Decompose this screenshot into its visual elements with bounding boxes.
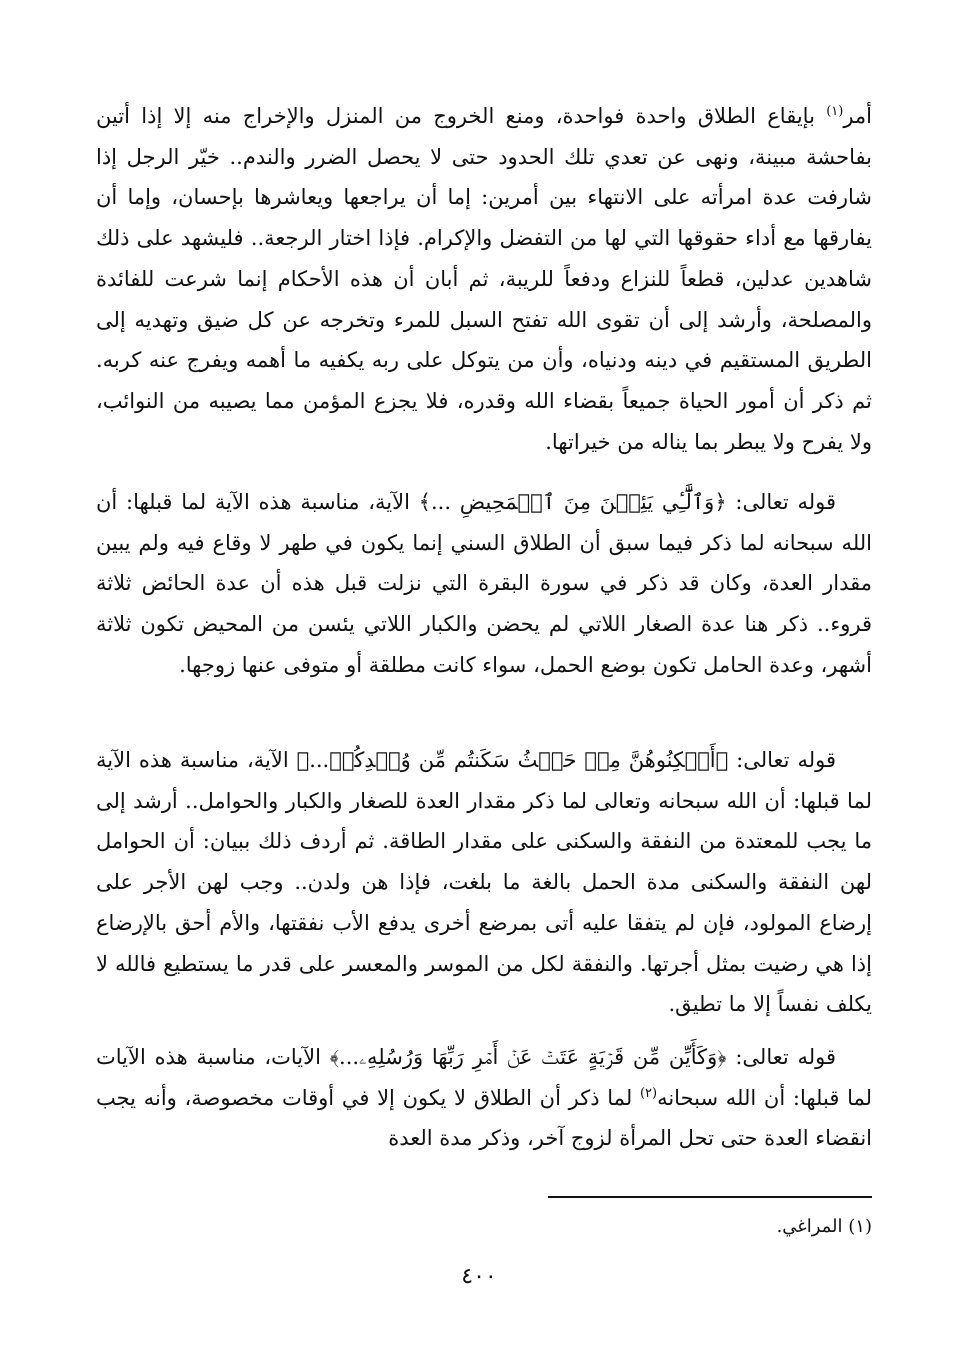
paragraph-1 <box>96 96 872 462</box>
paragraph-4-text: قوله تعالى: ﴿وَكَأَيِّن مِّن قَرۡيَةٍ عَتَتۡ عَنۡ أَمۡرِ رَبِّهَا وَرُسُلِهِۦ...﴾ الآيات، مناسبة هذه الآيات لما قبلها: أن الله سبحانه <box>96 1045 873 1110</box>
paragraph-2 <box>96 482 872 686</box>
footnote-divider <box>548 1196 872 1198</box>
paragraph-1-text-cont: بإيقاع الطلاق واحدة فواحدة، ومنع الخروج من المنزل والإخراج منه إلا إذا أتين بفاحشة مبينة، ونهى عن تعدي تلك الحدود حتى لا يحصل الضرر والندم.. خيّر الرجل إذا شارفت عدة امرأته على الانتهاء بين أمرين: إما أن يراجعها ويعاشرها بإحسان، وإما أن يفارقها مع أداء حقوقها التي لها من التفضل والإكرام. فإذا اختار الرجعة.. فليشهد على ذلك شاهدين عدلين، قطعاً للنزاع ودفعاً للريبة، ثم أبان أن هذه الأحكام إنما شرعت للفائدة والمصلحة، وأرشد إلى أن تقوى الله تفتح السبل للمرء وتخرجه عن كل ضيق وتهديه إلى الطريق المستقيم في دينه ودنياه، وأن من يتوكل على ربه يكفيه ما أهمه ويفرج عنه كربه. ثم ذكر أن أمور الحياة جميعاً بقضاء الله وقدره، فلا يجزع المؤمن مما يصيبه من النوائب، ولا يفرح ولا يبطر بما يناله من خيراتها. <box>96 104 872 454</box>
footnote-ref-2: (٢) <box>639 1085 658 1101</box>
paragraph-2-text: قوله تعالى: ﴿وَٱلَّٰٓـِٔي يَئِسۡنَ مِنَ ٱلۡمَحِيضِ ...﴾ الآية، مناسبة هذه الآية لما قبلها: أن الله سبحانه لما ذكر فيما سبق أن الطلاق السني إنما يكون في طهر لا وقاع فيه ولم يبين مقدار العدة، وكان قد ذكر في سورة البقرة التي نزلت قبل هذه أن عدة الحائض ثلاثة قروء.. ذكر هنا عدة الصغار اللاتي لم يحضن والكبار اللاتي يئسن من المحيض تكون ثلاثة أشهر، وعدة الحامل تكون بوضع الحمل، سواء كانت مطلقة أو متوفى عنها زوجها. <box>96 490 872 677</box>
paragraph-4-text-cont: لما ذكر أن الطلاق لا يكون إلا في أوقات مخصوصة، وأنه يجب انقضاء العدة حتى تحل المرأة لزوج آخر، وذكر مدة العدة <box>96 1085 872 1151</box>
footnote-ref-1: (١) <box>826 104 844 119</box>
paragraph-3 <box>96 740 872 1025</box>
page-number: ٤٠٠ <box>461 1264 497 1289</box>
footnote: (١) المراغي. <box>776 1216 872 1237</box>
paragraph-1-text: أمر <box>843 104 872 128</box>
paragraph-4 <box>96 1037 872 1159</box>
paragraph-3-text: قوله تعالى: ﴿أَسۡكِنُوهُنَّ مِنۡ حَيۡثُ سَكَنتُم مِّن وُجۡدِكُمۡ...﴾ الآية، مناسبة هذه الآية لما قبلها: أن الله سبحانه وتعالى لما ذكر مقدار العدة للصغار والكبار والحوامل.. أرشد إلى ما يجب للمعتدة من النفقة والسكنى على مقدار الطاقة. ثم أردف ذلك ببيان: أن الحوامل لهن النفقة والسكنى مدة الحمل بالغة ما بلغت، فإذا هن ولدن.. وجب لهن الأجر على إرضاع المولود، فإن لم يتفقا عليه أتى بمرضع أخرى يدفع الأب نفقتها، والأم أحق بالإرضاع إذا هي رضيت بمثل أجرتها. والنفقة لكل من الموسر والمعسر على قدر ما يستطيع فالله لا يكلف نفساً إلا ما تطيق. <box>96 748 872 1017</box>
